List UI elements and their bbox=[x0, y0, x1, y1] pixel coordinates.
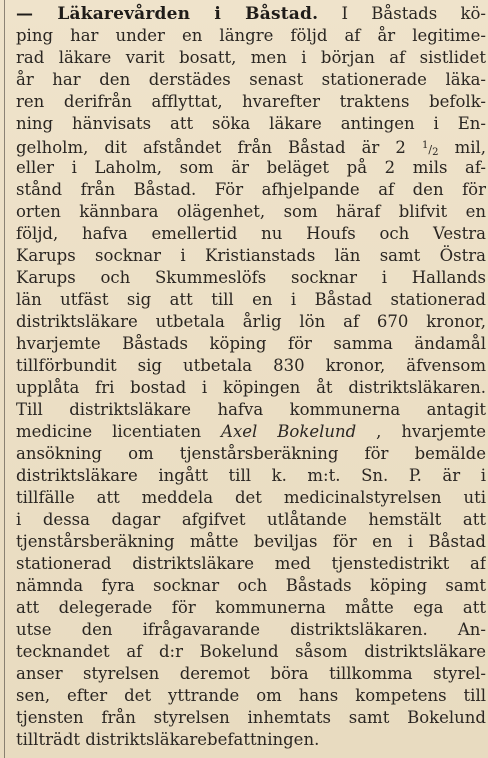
article-line: sen, efter det yttrande om hans kompetens till bbox=[16, 686, 486, 705]
article-line: ansökning om tjenstårsberäkning för bemälde bbox=[16, 444, 486, 463]
column-rule bbox=[4, 0, 5, 758]
article-headline: — Läkarevården i Båstad. bbox=[16, 4, 319, 24]
article-line: ren derifrån afflyttat, hvarefter traktens befolk- bbox=[16, 92, 486, 111]
article-line: tjenstårsberäkning måtte beviljas för en i Båstad bbox=[16, 532, 486, 551]
article-line: stånd från Båstad. För afhjelpande af den för bbox=[16, 180, 486, 199]
article-line: rad läkare varit bosatt, men i början af sistlidet bbox=[16, 48, 486, 67]
article-line bbox=[16, 421, 486, 443]
article-text: I Båstads kö- bbox=[341, 4, 486, 23]
article-text: , hvarjemte bbox=[376, 422, 486, 441]
article-line: Karups och Skummeslöfs socknar i Hallands bbox=[16, 268, 486, 287]
article-line: Karups socknar i Kristianstads län samt Östra bbox=[16, 246, 486, 265]
article-line: stationerad distriktsläkare med tjenstedistrikt af bbox=[16, 554, 486, 573]
article-line: i dessa dagar afgifvet utlåtande hemstält att bbox=[16, 510, 486, 529]
article-text: mil, bbox=[454, 138, 486, 157]
article-line: hvarjemte Båstads köping för samma ändamål bbox=[16, 334, 486, 353]
article-line: tillförbundit sig utbetala 830 kronor, äfvensom bbox=[16, 356, 486, 375]
half-fraction: $^1/_2$ bbox=[422, 140, 439, 157]
article-line: ping har under en längre följd af år legitime- bbox=[16, 26, 486, 45]
article-line bbox=[16, 3, 486, 25]
article-line: län utfäst sig att till en i Båstad stationerad bbox=[16, 290, 486, 309]
news-article bbox=[16, 3, 486, 751]
article-line: upplåta fri bostad i köpingen åt distriktsläkaren. bbox=[16, 378, 486, 397]
person-name: Axel Bokelund bbox=[221, 422, 357, 441]
article-line: distriktsläkare utbetala årlig lön af 670 kronor, bbox=[16, 312, 486, 331]
article-line: tecknandet af d:r Bokelund såsom distriktsläkare bbox=[16, 642, 486, 661]
article-line: tillträdt distriktsläkarebefattningen. bbox=[16, 730, 320, 749]
article-line bbox=[16, 135, 486, 157]
article-text: gelholm, dit afståndet från Båstad är 2 bbox=[16, 138, 406, 157]
fraction-denominator: 2 bbox=[432, 147, 439, 157]
article-line: nämnda fyra socknar och Båstads köping samt bbox=[16, 576, 486, 595]
article-line: tjensten från styrelsen inhemtats samt Bokelund bbox=[16, 708, 486, 727]
article-line: tillfälle att meddela det medicinalstyrelsen uti bbox=[16, 488, 486, 507]
article-line: Till distriktsläkare hafva kommunerna antagit bbox=[16, 400, 486, 419]
article-line: följd, hafva emellertid nu Houfs och Vestra bbox=[16, 224, 486, 243]
article-text: medicine licentiaten bbox=[16, 422, 222, 441]
fraction-numerator: 1 bbox=[422, 140, 429, 151]
article-line: att delegerade för kommunerna måtte ega att bbox=[16, 598, 486, 617]
article-line: år har den derstädes senast stationerade läka- bbox=[16, 70, 486, 89]
article-line: eller i Laholm, som är beläget på 2 mils af- bbox=[16, 158, 486, 177]
article-line: utse den ifrågavarande distriktsläkaren. An- bbox=[16, 620, 486, 639]
article-line: orten kännbara olägenhet, som häraf blifvit en bbox=[16, 202, 486, 221]
article-line: anser styrelsen deremot böra tillkomma styrel- bbox=[16, 664, 486, 683]
article-line: ning hänvisats att söka läkare antingen i En- bbox=[16, 114, 486, 133]
article-line: distriktsläkare ingått till k. m:t. Sn. P. är i bbox=[16, 466, 486, 485]
